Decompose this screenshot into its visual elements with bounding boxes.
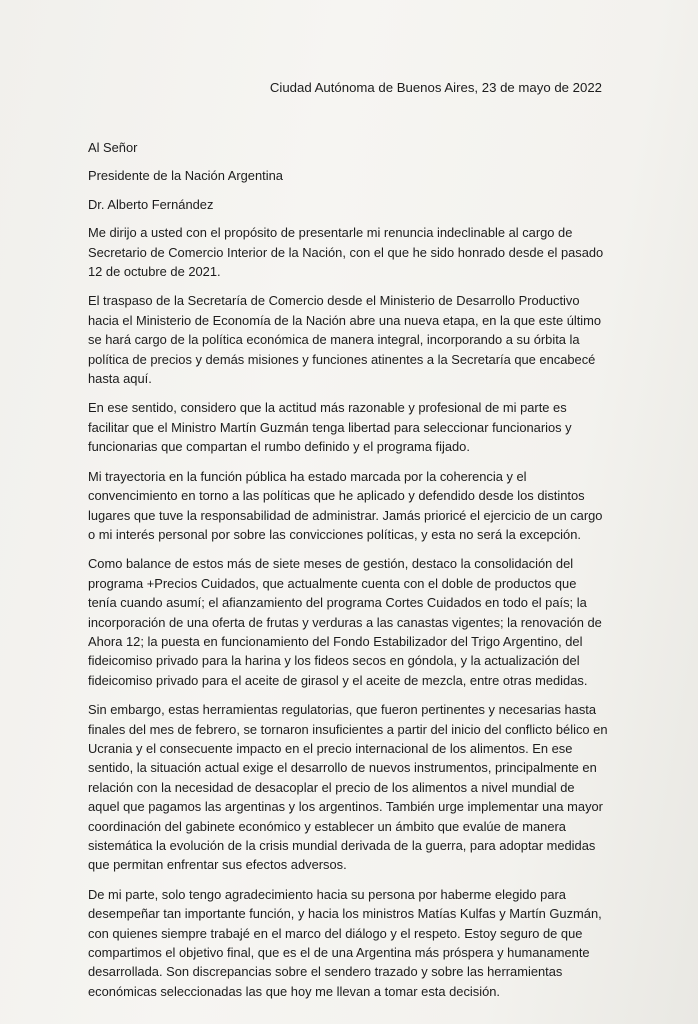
date-line: Ciudad Autónoma de Buenos Aires, 23 de mayo de 2022 [269,80,602,95]
paragraph: Sin embargo, estas herramientas regulatorias, que fueron pertinentes y necesarias hasta finales del mes de febrero, se tornaron insuficientes a partir del inicio del conflicto bélico en Ucrania y el consecuente impacto en el precio internacional de los alimentos. En ese sentido, la situación actual exige el desarrollo de nuevos instrumentos, principalmente en relación con la necesidad de desacoplar el precio de los alimentos a nivel mundial de aquel que pagamos las argentinas y los argentinos. También urge implementar una mayor coordinación del gabinete económico y establecer un ámbito que evalúe de manera sistemática la evolución de la crisis mundial derivada de la guerra, para adoptar medidas que permitan enfrentar sus efectos adversos. [88,702,608,873]
paragraph: Como balance de estos más de siete meses de gestión, destaco la consolidación del programa +Precios Cuidados, que actualmente cuenta con el doble de productos que tenía cuando asumí; el afianzamiento del programa Cortes Cuidados en todo el país; la incorporación de una oferta de frutas y verduras a las canastas vigentes; la renovación de Ahora 12; la puesta en funcionamiento del Fondo Estabilizador del Trigo Argentino, del fideicomiso privado para la harina y los fideos secos en góndola, y la actualización del fideicomiso privado para el aceite de girasol y el aceite de mezcla, entre otras medidas. [88,556,602,688]
paragraph: De mi parte, solo tengo agradecimiento hacia su persona por haberme elegido para desempeñar tan importante función, y hacia los ministros Matías Kulfas y Martín Guzmán, con quienes siempre trabajé en el marco del diálogo y el respeto. Estoy seguro de que compartimos el objetivo final, que es el de una Argentina más próspera y humanamente desarrollada. Son discrepancias sobre el sendero trazado y sobre las herramientas económicas seleccionadas las que hoy me llevan a tomar esta decisión. [88,886,602,999]
paragraph: El traspaso de la Secretaría de Comercio desde el Ministerio de Desarrollo Productivo hacia el Ministerio de Economía de la Nación abre una nueva etapa, en la que este último se hará cargo de la política económica de manera integral, incorporando a su órbita la política de precios y demás misiones y funciones atinentes a la Secretaría que encabecé hasta aquí. [88,293,602,387]
letter-body [88,138,608,1011]
paragraph: Mi trayectoria en la función pública ha estado marcada por la coherencia y el convencimiento en torno a las políticas que he aplicado y defendido desde los distintos lugares que tuve la responsabilidad de administrar. Jamás prioricé el ejercicio de un cargo o mi interés personal por sobre las convicciones políticas, y esta no será la excepción. [88,468,603,542]
salutation-line: Presidente de la Nación Argentina [88,168,283,184]
salutation-line: Dr. Alberto Fernández [88,196,214,212]
paragraph: En ese sentido, considero que la actitud más razonable y profesional de mi parte es facilitar que el Ministro Martín Guzmán tenga libertad para seleccionar funcionarios y funcionarias que compartan el rumbo definido y el programa fijado. [88,400,572,455]
paragraph: Me dirijo a usted con el propósito de presentarle mi renuncia indeclinable al cargo de Secretario de Comercio Interior de la Nación, con el que he sido honrado desde el pasado 12 de octubre de 2021. [88,225,604,280]
salutation-line: Al Señor [88,140,138,155]
